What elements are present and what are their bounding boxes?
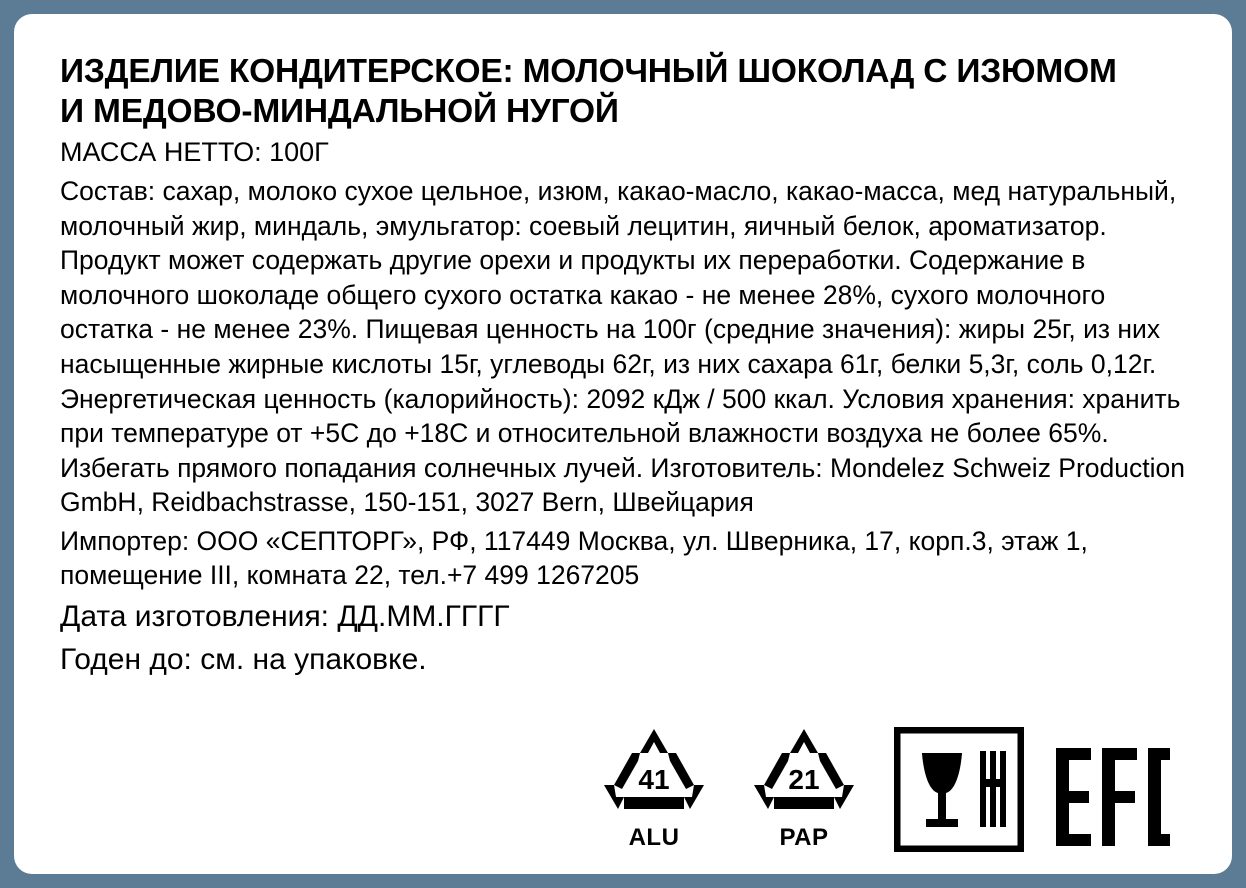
best-before: Годен до: см. на упаковке. <box>60 643 427 677</box>
icon-row <box>594 724 1172 852</box>
recycling-paper-block <box>744 723 864 852</box>
product-label <box>14 14 1232 874</box>
importer-text: Импортер: ООО «СЕПТОРГ», РФ, 117449 Москва, ул. Шверника, 17, корп.3, этаж 1, помещение III, комната 22, тел.+7 499 1267205 <box>60 525 1088 591</box>
recycling-paper-icon <box>744 723 864 823</box>
food-safe-block <box>894 727 1024 852</box>
food-safe-glass-fork-icon <box>894 727 1024 852</box>
recycling-aluminium-caption: ALU <box>628 824 680 851</box>
page-title: ИЗДЕЛИЕ КОНДИТЕРСКОЕ: МОЛОЧНЫЙ ШОКОЛАД С ИЗЮМОМ И МЕДОВО-МИНДАЛЬНОЙ НУГОЙ <box>60 53 1117 130</box>
recycling-aluminium-block <box>594 723 714 852</box>
production-date: Дата изготовления: ДД.ММ.ГГГГ <box>60 600 510 634</box>
recycling-paper-code: 21 <box>788 764 820 795</box>
composition-text: Состав: сахар, молоко сухое цельное, изюм, какао-масло, какао-масса, мед натуральный, молочный жир, миндаль, эмульгатор: соевый лецитин, яичный белок, ароматизатор. Продукт может содержать другие орехи и продукты их переработки. Содержание в молочного шоколаде общего сухого остатка какао - не менее 28%, сухого молочного остатка - не менее 23%. Пищевая ценность на 100г (средние значения): жиры 25г, из них насыщенные жирные кислоты 15г, углеводы 62г, из них сахара 61г, белки 5,3г, соль 0,12г. Энергетическая ценность (калорийность): 2092 кДж / 500 ккал. Условия хранения: хранить при температуре от +5С до +18С и относительной влажности воздуха не более 65%. Избегать прямого попадания солнечных лучей. Изготовитель: Mondelez Schweiz Production GmbH, Reidbachstrasse, 150-151, 3027 Bern, Швейцария <box>60 176 1185 518</box>
recycling-aluminium-code: 41 <box>638 764 670 795</box>
eac-conformity-icon <box>1054 742 1172 852</box>
eac-block <box>1054 742 1172 852</box>
net-weight: МАССА НЕТТО: 100Г <box>60 137 329 168</box>
recycling-aluminium-icon <box>594 723 714 823</box>
recycling-paper-caption: PAP <box>779 824 829 851</box>
